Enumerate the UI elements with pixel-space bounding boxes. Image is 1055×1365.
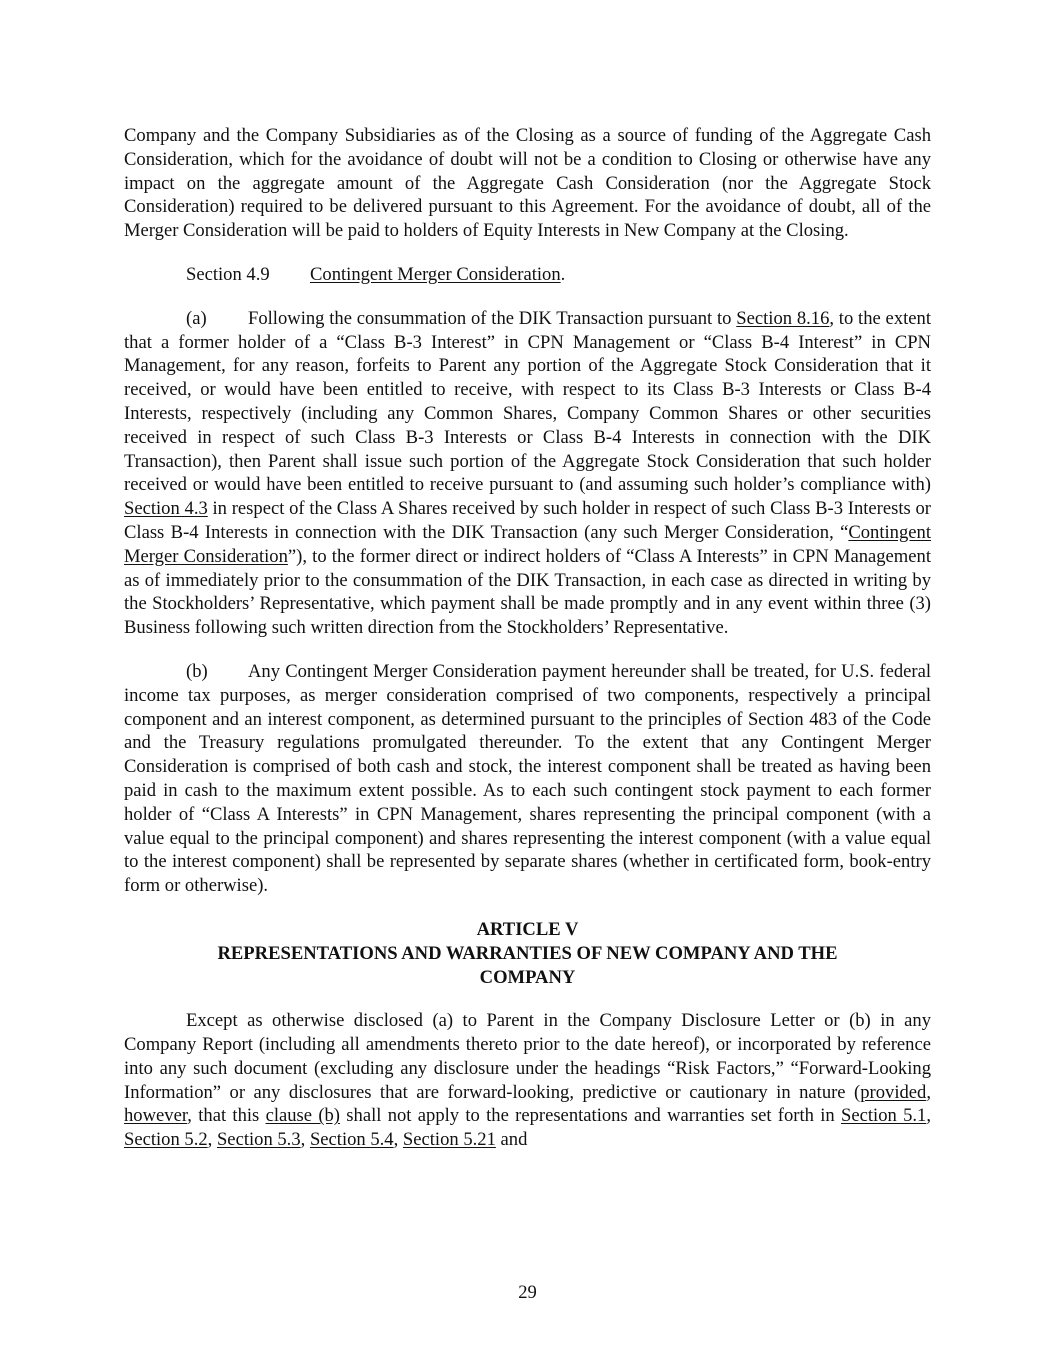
section-reference: Section 5.4 — [309, 1129, 394, 1151]
paragraph-except: Except as otherwise disclosed (a) to Parent in the Company Disclosure Letter or (b) in any Company Report (including all amendments thereto prior to the date hereof), or incorporated by reference into any such document (excluding any disclosure under the headings “Risk Factors,” “Forward-Looking Information” or any disclosures that are forward-looking, predictive or cautionary in nature (provided, however, that this clause (b) shall not apply to the representations and warranties set forth in Section 5.1, Section 5.2, Section 5.3, Section 5.4, Section 5.21 and — [124, 1010, 931, 1151]
section-reference: Section 5.3 — [216, 1129, 301, 1151]
article-title-continued: COMPANY — [479, 966, 576, 988]
emphasis-term: however — [124, 1105, 188, 1127]
section-reference: Section 5.2 — [124, 1129, 208, 1151]
emphasis-term: provided — [860, 1081, 927, 1103]
section-number: Section 4.9 — [186, 263, 270, 285]
paragraph-marker: (a) — [186, 307, 207, 329]
paragraph-marker: (b) — [186, 660, 208, 682]
paragraph-intro: Company and the Company Subsidiaries as of the Closing as a source of funding of the Aggregate Cash Consideration, which for the avoidance of doubt will not be a condition to Closing or otherwise have any impact on the aggregate amount of the Aggregate Cash Consideration (nor the Aggregate Stock Consideration) required to be delivered pursuant to this Agreement. For the avoidance of doubt, all of the Merger Consideration will be paid to holders of Equity Interests in New Company at the Closing. — [124, 125, 931, 242]
article-title: REPRESENTATIONS AND WARRANTIES OF NEW COMPANY AND THE — [217, 942, 838, 964]
section-heading: Section 4.9 Contingent Merger Consideration. — [186, 263, 566, 285]
section-reference: Section 5.1 — [841, 1105, 927, 1127]
section-reference: Section 8.16 — [736, 307, 830, 329]
clause-reference: clause (b) — [265, 1105, 340, 1127]
section-reference: Section 5.21 — [402, 1129, 496, 1151]
paragraph-b: (b) Any Contingent Merger Consideration payment hereunder shall be treated, for U.S. federal income tax purposes, as merger consideration comprised of two components, respectively a principal component and an interest component, as determined pursuant to the principles of Section 483 of the Code and the Treasury regulations promulgated thereunder. To the extent that any Contingent Merger Consideration is comprised of both cash and stock, the interest component shall be treated as having been paid in cash to the maximum extent possible. As to each such contingent stock payment to each former holder of “Class A Interests” in CPN Management, shares representing the principal component (with a value equal to the principal component) and shares representing the interest component (with a value equal to the interest component) shall be represented by separate shares (whether in certificated form, book-entry form or otherwise). — [124, 660, 931, 897]
document-body — [124, 124, 931, 1152]
article-heading — [124, 918, 931, 989]
section-reference: Section 4.3 — [124, 498, 208, 520]
paragraph-a: (a) Following the consummation of the DIK Transaction pursuant to Section 8.16, to the extent that a former holder of a “Class B-3 Interest” in CPN Management or “Class B-4 Interest” in CPN Management, for any reason, forfeits to Parent any portion of the Aggregate Stock Consideration that it received, or would have been entitled to receive, with respect to its Class B-3 Interests or Class B-4 Interests, respectively (including any Common Shares, Company Common Shares or other securities received in respect of such Class B-3 Interests or Class B-4 Interests in connection with the DIK Transaction), then Parent shall issue such portion of the Aggregate Stock Consideration that such holder received or would have been entitled to receive pursuant to (and assuming such holder’s compliance with) Section 4.3 in respect of the Class A Shares received by such holder in respect of such Class B-3 Interests or Class B-4 Interests in connection with the DIK Transaction (any such Merger Consideration, “Contingent Merger Consideration”), to the former direct or indirect holders of “Class A Interests” in CPN Management as of immediately prior to the consummation of the DIK Transaction, in each case as directed in writing by the Stockholders’ Representative, which payment shall be made promptly and in any event within three (3) Business following such written direction from the Stockholders’ Representative. — [124, 307, 931, 639]
section-title: Contingent Merger Consideration — [310, 263, 561, 285]
defined-term: Contingent Merger Consideration — [124, 521, 931, 567]
article-number: ARTICLE V — [476, 918, 579, 940]
page-number: 29 — [518, 1282, 537, 1303]
